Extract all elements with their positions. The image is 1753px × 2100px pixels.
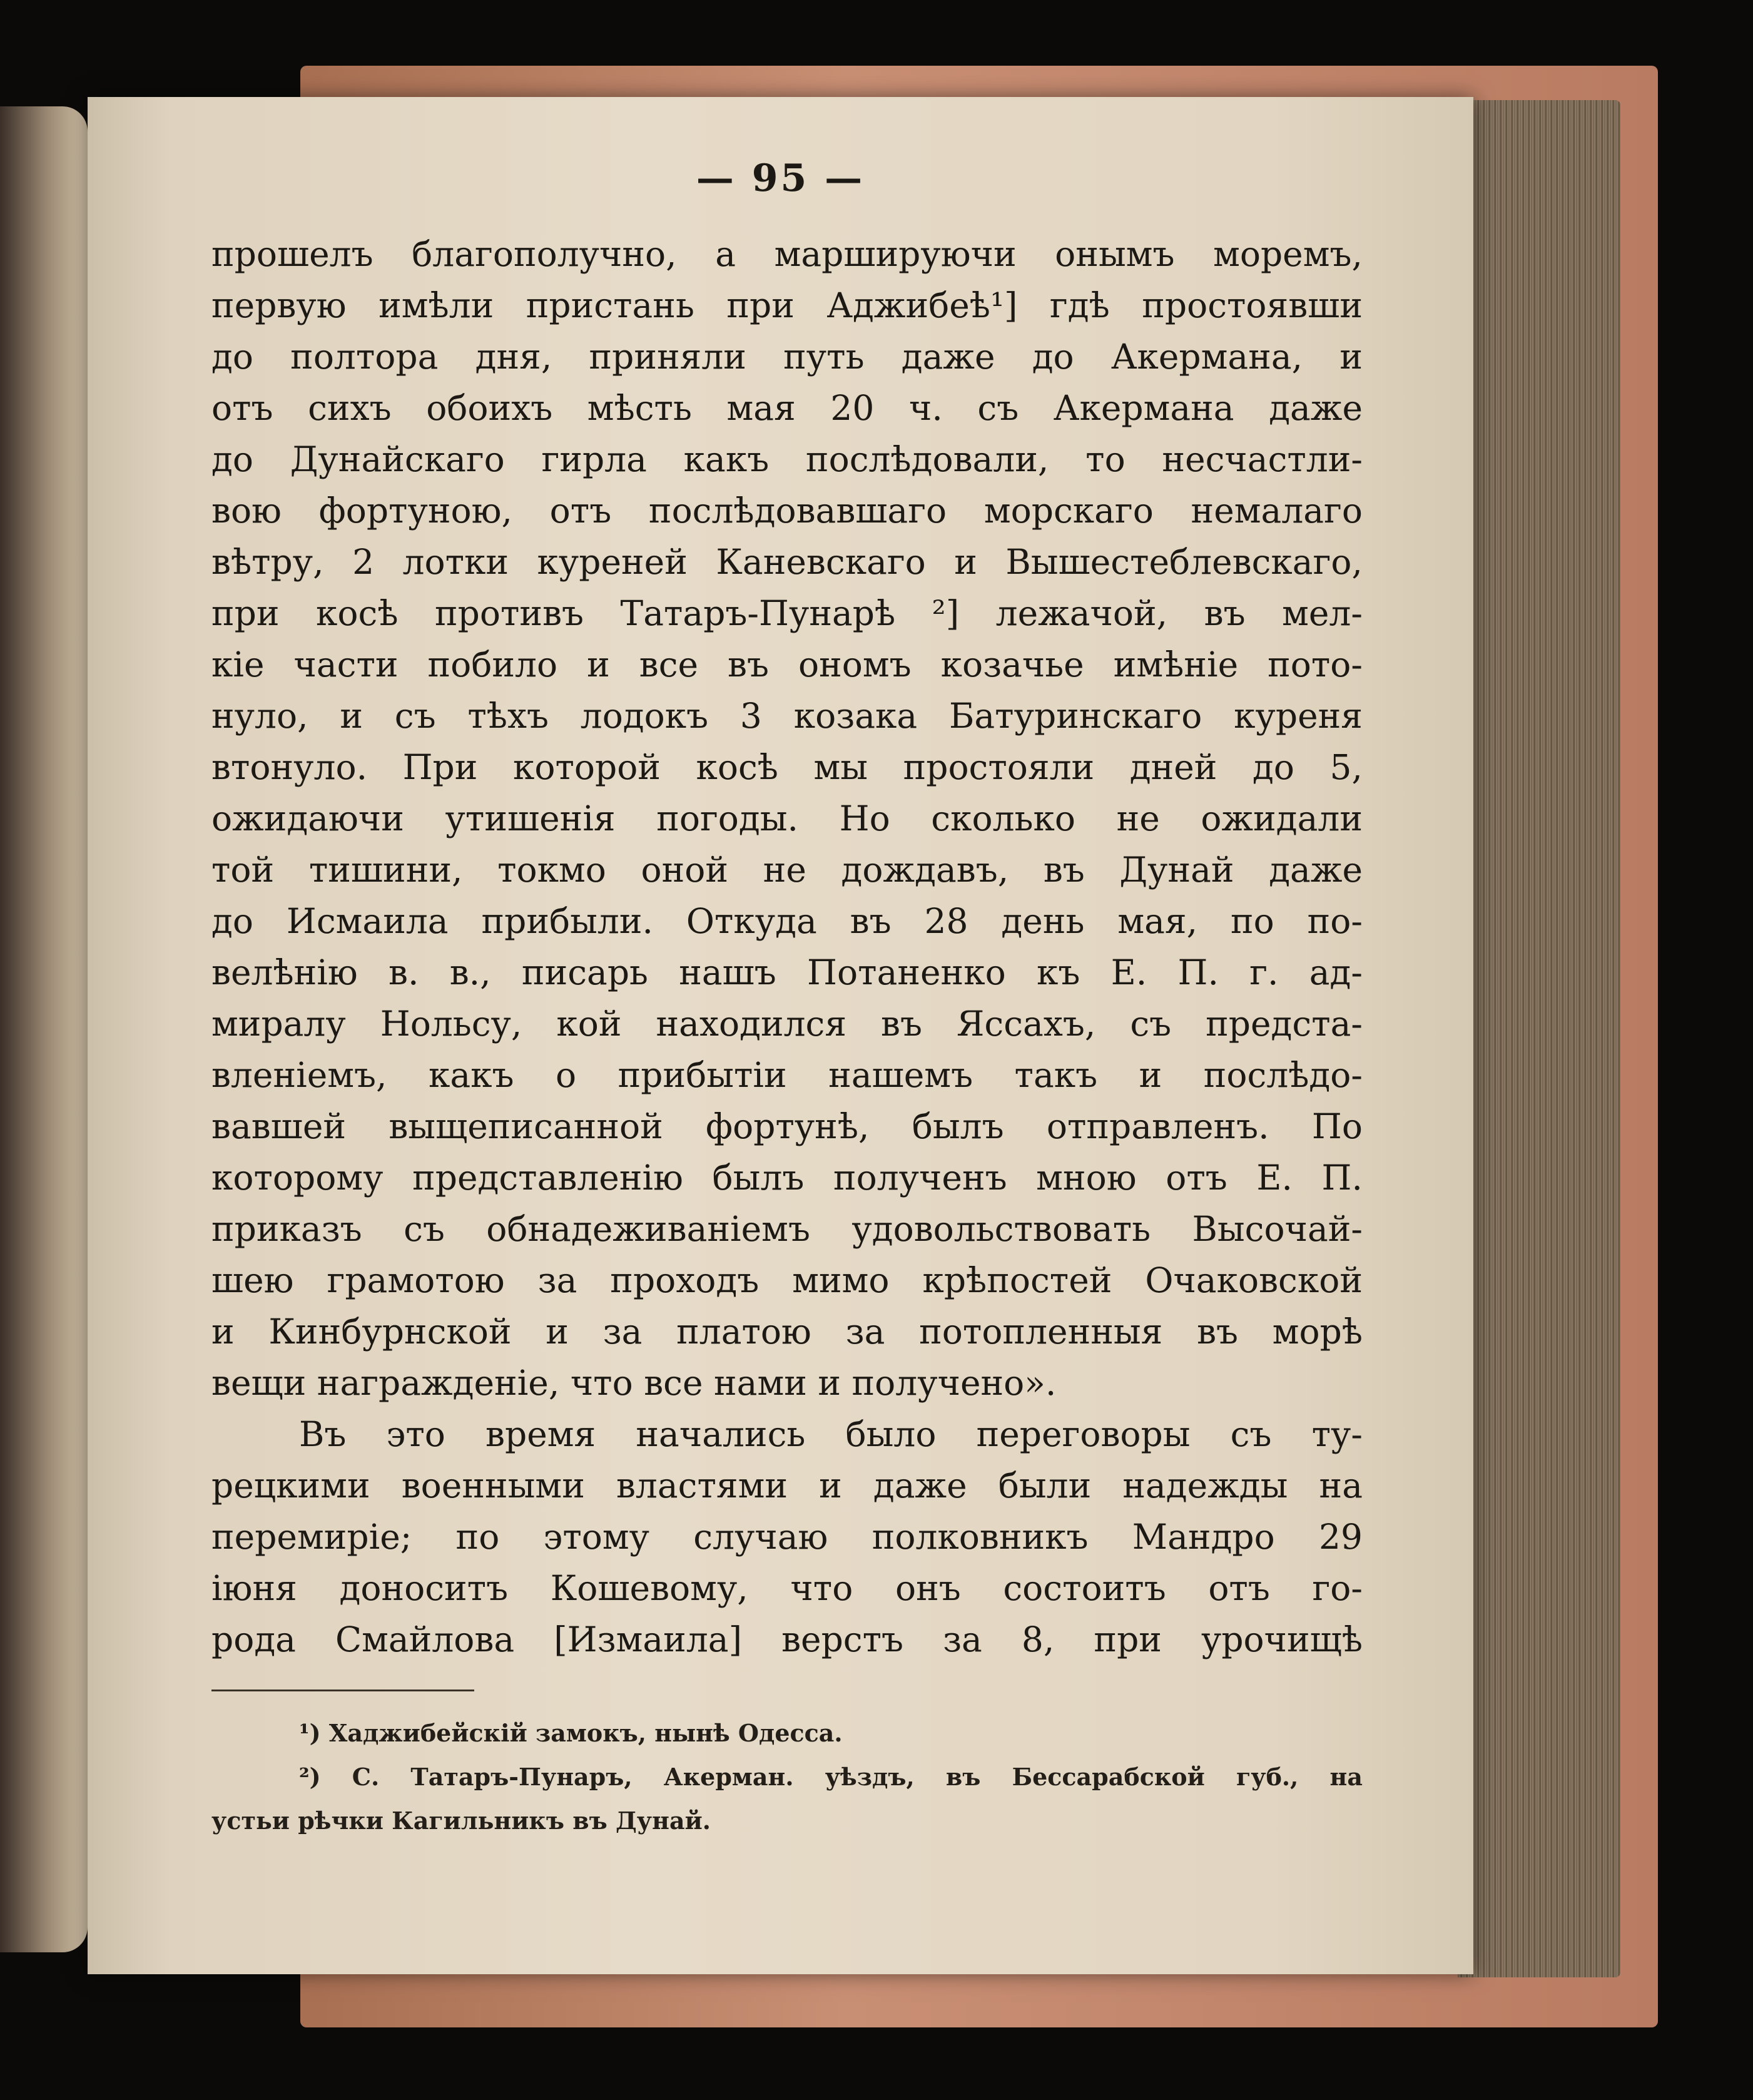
text-line: отъ сихъ обоихъ мѣсть мая 20 ч. съ Акермана даже: [211, 388, 1363, 428]
text-line: при косѣ противъ Татаръ-Пунарѣ ²] лежачой, въ мел-: [211, 593, 1363, 633]
footnote-1: ¹) Хаджибейскій замокъ, нынѣ Одесса.: [299, 1719, 843, 1747]
text-line: шею грамотою за проходъ мимо крѣпостей Очаковской: [211, 1260, 1363, 1300]
text-line: миралу Нольсу, кой находился въ Яссахъ, съ предста-: [211, 1004, 1363, 1044]
page-block-edge: [1458, 100, 1620, 1977]
text-line: до Дунайскаго гирла какъ послѣдовали, то несчастли-: [211, 439, 1363, 479]
footnotes: [211, 1711, 1363, 1843]
text-line: вленіемъ, какъ о прибытіи нашемъ такъ и послѣдо-: [211, 1055, 1363, 1095]
footnote-divider: [211, 1690, 474, 1691]
text-line: вещи награжденіе, что все нами и получено».: [211, 1363, 1057, 1403]
text-line: вѣтру, 2 лотки куреней Каневскаго и Вышестеблевскаго,: [211, 542, 1363, 582]
text-line: вою фортуною, отъ послѣдовавшаго морскаго немалаго: [211, 491, 1363, 531]
footnote-2-continuation: устьи рѣчки Кагильникъ въ Дунай.: [211, 1807, 711, 1835]
text-line: которому представленію былъ полученъ мною отъ Е. П.: [211, 1158, 1363, 1198]
text-line: рода Смайлова [Измаила] верстъ за 8, при урочищѣ: [211, 1619, 1363, 1659]
text-line: приказъ съ обнадеживаніемъ удовольствовать Высочай-: [211, 1209, 1363, 1249]
text-line: перемиріе; по этому случаю полковникъ Мандро 29: [211, 1517, 1363, 1557]
text-line: втонуло. При которой косѣ мы простояли дней до 5,: [211, 747, 1363, 787]
page-number: — 95 —: [696, 156, 865, 200]
text-line: нуло, и съ тѣхъ лодокъ 3 козака Батуринскаго куреня: [211, 696, 1363, 736]
footnote-2: ²) С. Татаръ-Пунаръ, Акерман. уѣздъ, въ Бессарабской губ., на: [299, 1763, 1363, 1791]
text-line: ожидаючи утишенія погоды. Но сколько не ожидали: [211, 798, 1363, 838]
text-line: той тишини, токмо оной не дождавъ, въ Дунай даже: [211, 850, 1363, 890]
book-page: [88, 97, 1473, 1974]
text-line: кіе части побило и все въ ономъ козачье имѣніе пото-: [211, 645, 1363, 685]
left-facing-page: [0, 106, 88, 1952]
body-text: [211, 228, 1363, 1665]
text-line: прошелъ благополучно, а маршируючи онымъ моремъ,: [211, 234, 1363, 274]
text-line: и Кинбурнской и за платою за потопленныя въ морѣ: [211, 1312, 1363, 1352]
text-line: велѣнію в. в., писарь нашъ Потаненко къ Е. П. г. ад-: [211, 952, 1363, 992]
text-line: рецкими военными властями и даже были надежды на: [211, 1465, 1363, 1506]
paragraph-first-line: Въ это время начались было переговоры съ ту-: [299, 1414, 1363, 1454]
text-line: до полтора дня, приняли путь даже до Акермана, и: [211, 337, 1363, 377]
text-line: первую имѣли пристань при Аджибеѣ¹] гдѣ простоявши: [211, 285, 1363, 325]
text-line: вавшей выщеписанной фортунѣ, былъ отправленъ. По: [211, 1106, 1363, 1146]
text-line: іюня доноситъ Кошевому, что онъ состоитъ отъ го-: [211, 1568, 1363, 1608]
text-line: до Исмаила прибыли. Откуда въ 28 день мая, по по-: [211, 901, 1363, 941]
